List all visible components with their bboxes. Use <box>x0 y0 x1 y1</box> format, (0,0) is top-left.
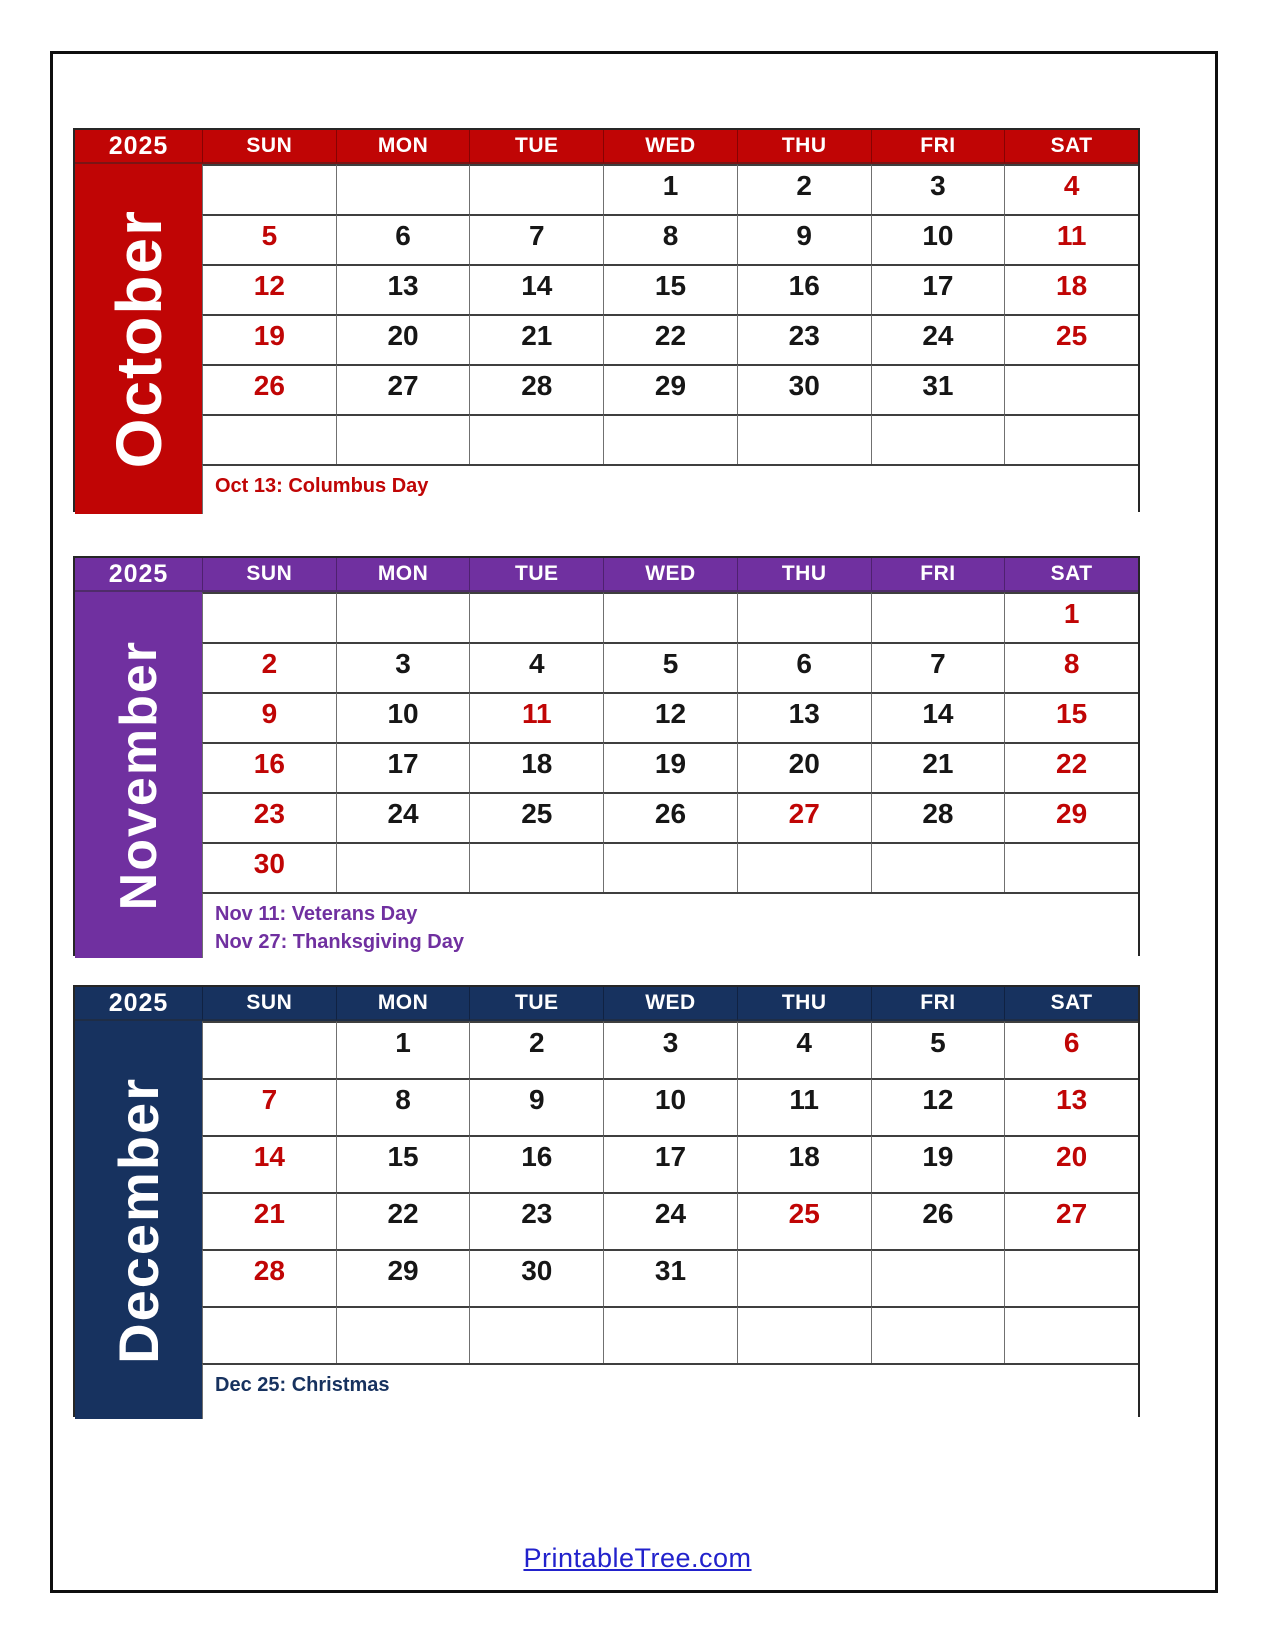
date-dec-25: 25 <box>737 1192 871 1249</box>
date-cell-empty <box>202 414 336 464</box>
holiday-notes <box>202 1363 1138 1419</box>
date-oct-29: 29 <box>603 364 737 414</box>
date-cell-empty <box>737 1249 871 1306</box>
date-oct-15: 15 <box>603 264 737 314</box>
date-nov-3: 3 <box>336 642 470 692</box>
day-header-thu: THU <box>737 558 871 592</box>
date-nov-18: 18 <box>469 742 603 792</box>
date-oct-7: 7 <box>469 214 603 264</box>
year-label: 2025 <box>75 558 202 592</box>
november-grid <box>73 556 1140 956</box>
date-nov-28: 28 <box>871 792 1005 842</box>
day-header-thu: THU <box>737 130 871 164</box>
date-dec-28: 28 <box>202 1249 336 1306</box>
date-cell-empty <box>469 592 603 642</box>
date-nov-25: 25 <box>469 792 603 842</box>
date-cell-empty <box>1004 1249 1138 1306</box>
date-oct-9: 9 <box>737 214 871 264</box>
date-cell-empty <box>737 842 871 892</box>
date-nov-26: 26 <box>603 792 737 842</box>
day-header-sun: SUN <box>202 987 336 1021</box>
date-cell-empty <box>603 592 737 642</box>
date-oct-26: 26 <box>202 364 336 414</box>
day-header-wed: WED <box>603 130 737 164</box>
date-cell-empty <box>871 1249 1005 1306</box>
holiday-note: Nov 27: Thanksgiving Day <box>215 931 464 953</box>
date-dec-24: 24 <box>603 1192 737 1249</box>
date-nov-24: 24 <box>336 792 470 842</box>
day-header-wed: WED <box>603 987 737 1021</box>
date-cell-empty <box>737 1306 871 1363</box>
date-oct-12: 12 <box>202 264 336 314</box>
date-dec-23: 23 <box>469 1192 603 1249</box>
calendar-november <box>73 556 1140 956</box>
date-nov-9: 9 <box>202 692 336 742</box>
date-cell-empty <box>202 592 336 642</box>
footer-link[interactable]: PrintableTree.com <box>523 1543 752 1573</box>
date-dec-3: 3 <box>603 1021 737 1078</box>
date-cell-empty <box>469 1306 603 1363</box>
holiday-notes <box>202 892 1138 958</box>
december-grid <box>73 985 1140 1417</box>
date-oct-30: 30 <box>737 364 871 414</box>
month-band <box>75 1021 202 1419</box>
day-header-sat: SAT <box>1004 130 1138 164</box>
date-dec-4: 4 <box>737 1021 871 1078</box>
day-header-mon: MON <box>336 558 470 592</box>
date-nov-6: 6 <box>737 642 871 692</box>
date-dec-8: 8 <box>336 1078 470 1135</box>
date-nov-17: 17 <box>336 742 470 792</box>
date-nov-7: 7 <box>871 642 1005 692</box>
date-dec-30: 30 <box>469 1249 603 1306</box>
date-cell-empty <box>202 1021 336 1078</box>
date-dec-12: 12 <box>871 1078 1005 1135</box>
month-band <box>75 164 202 514</box>
date-dec-31: 31 <box>603 1249 737 1306</box>
date-nov-27: 27 <box>737 792 871 842</box>
date-oct-18: 18 <box>1004 264 1138 314</box>
day-header-mon: MON <box>336 987 470 1021</box>
date-nov-20: 20 <box>737 742 871 792</box>
date-dec-6: 6 <box>1004 1021 1138 1078</box>
date-oct-11: 11 <box>1004 214 1138 264</box>
footer <box>0 1543 1275 1574</box>
date-dec-15: 15 <box>336 1135 470 1192</box>
date-cell-empty <box>469 842 603 892</box>
date-nov-4: 4 <box>469 642 603 692</box>
holiday-note: Oct 13: Columbus Day <box>215 475 429 497</box>
date-oct-4: 4 <box>1004 164 1138 214</box>
date-dec-29: 29 <box>336 1249 470 1306</box>
date-nov-16: 16 <box>202 742 336 792</box>
date-oct-14: 14 <box>469 264 603 314</box>
month-name: December <box>106 1076 170 1364</box>
month-name: November <box>109 639 168 911</box>
date-dec-13: 13 <box>1004 1078 1138 1135</box>
day-header-sat: SAT <box>1004 558 1138 592</box>
october-grid <box>73 128 1140 512</box>
date-oct-27: 27 <box>336 364 470 414</box>
day-header-wed: WED <box>603 558 737 592</box>
date-cell-empty <box>1004 842 1138 892</box>
date-oct-24: 24 <box>871 314 1005 364</box>
calendar-october <box>73 128 1140 512</box>
date-oct-23: 23 <box>737 314 871 364</box>
date-oct-25: 25 <box>1004 314 1138 364</box>
date-dec-21: 21 <box>202 1192 336 1249</box>
date-dec-2: 2 <box>469 1021 603 1078</box>
date-dec-26: 26 <box>871 1192 1005 1249</box>
date-dec-7: 7 <box>202 1078 336 1135</box>
date-nov-23: 23 <box>202 792 336 842</box>
date-cell-empty <box>737 414 871 464</box>
date-cell-empty <box>603 414 737 464</box>
date-cell-empty <box>871 592 1005 642</box>
date-cell-empty <box>871 1306 1005 1363</box>
date-dec-11: 11 <box>737 1078 871 1135</box>
date-cell-empty <box>1004 364 1138 414</box>
date-oct-28: 28 <box>469 364 603 414</box>
date-cell-empty <box>469 414 603 464</box>
holiday-note: Nov 11: Veterans Day <box>215 903 418 925</box>
date-cell-empty <box>336 1306 470 1363</box>
date-oct-21: 21 <box>469 314 603 364</box>
date-dec-14: 14 <box>202 1135 336 1192</box>
date-cell-empty <box>336 842 470 892</box>
date-dec-27: 27 <box>1004 1192 1138 1249</box>
date-oct-5: 5 <box>202 214 336 264</box>
date-nov-8: 8 <box>1004 642 1138 692</box>
date-dec-1: 1 <box>336 1021 470 1078</box>
day-header-fri: FRI <box>871 130 1005 164</box>
date-oct-17: 17 <box>871 264 1005 314</box>
date-dec-19: 19 <box>871 1135 1005 1192</box>
date-oct-31: 31 <box>871 364 1005 414</box>
day-header-tue: TUE <box>469 130 603 164</box>
date-dec-5: 5 <box>871 1021 1005 1078</box>
date-nov-11: 11 <box>469 692 603 742</box>
date-dec-16: 16 <box>469 1135 603 1192</box>
date-cell-empty <box>336 414 470 464</box>
date-cell-empty <box>469 164 603 214</box>
date-nov-13: 13 <box>737 692 871 742</box>
date-nov-2: 2 <box>202 642 336 692</box>
date-dec-18: 18 <box>737 1135 871 1192</box>
date-oct-10: 10 <box>871 214 1005 264</box>
date-oct-2: 2 <box>737 164 871 214</box>
day-header-sat: SAT <box>1004 987 1138 1021</box>
date-dec-9: 9 <box>469 1078 603 1135</box>
date-nov-15: 15 <box>1004 692 1138 742</box>
day-header-tue: TUE <box>469 987 603 1021</box>
date-cell-empty <box>336 164 470 214</box>
year-label: 2025 <box>75 987 202 1021</box>
date-cell-empty <box>1004 414 1138 464</box>
date-oct-8: 8 <box>603 214 737 264</box>
date-cell-empty <box>1004 1306 1138 1363</box>
date-oct-22: 22 <box>603 314 737 364</box>
date-oct-20: 20 <box>336 314 470 364</box>
date-dec-10: 10 <box>603 1078 737 1135</box>
day-header-fri: FRI <box>871 987 1005 1021</box>
date-nov-1: 1 <box>1004 592 1138 642</box>
date-oct-19: 19 <box>202 314 336 364</box>
date-nov-5: 5 <box>603 642 737 692</box>
date-oct-16: 16 <box>737 264 871 314</box>
date-cell-empty <box>871 842 1005 892</box>
date-cell-empty <box>202 164 336 214</box>
day-header-fri: FRI <box>871 558 1005 592</box>
date-oct-6: 6 <box>336 214 470 264</box>
year-label: 2025 <box>75 130 202 164</box>
date-nov-21: 21 <box>871 742 1005 792</box>
date-nov-30: 30 <box>202 842 336 892</box>
date-cell-empty <box>871 414 1005 464</box>
date-nov-19: 19 <box>603 742 737 792</box>
day-header-mon: MON <box>336 130 470 164</box>
date-cell-empty <box>737 592 871 642</box>
holiday-notes <box>202 464 1138 514</box>
date-oct-3: 3 <box>871 164 1005 214</box>
date-oct-13: 13 <box>336 264 470 314</box>
date-nov-14: 14 <box>871 692 1005 742</box>
day-header-tue: TUE <box>469 558 603 592</box>
day-header-sun: SUN <box>202 558 336 592</box>
month-name: October <box>102 209 175 469</box>
day-header-sun: SUN <box>202 130 336 164</box>
date-cell-empty <box>603 842 737 892</box>
date-dec-17: 17 <box>603 1135 737 1192</box>
date-nov-22: 22 <box>1004 742 1138 792</box>
date-cell-empty <box>202 1306 336 1363</box>
calendar-december <box>73 985 1140 1417</box>
date-dec-22: 22 <box>336 1192 470 1249</box>
date-cell-empty <box>336 592 470 642</box>
date-dec-20: 20 <box>1004 1135 1138 1192</box>
holiday-note: Dec 25: Christmas <box>215 1374 390 1396</box>
date-cell-empty <box>603 1306 737 1363</box>
day-header-thu: THU <box>737 987 871 1021</box>
month-band <box>75 592 202 958</box>
date-nov-10: 10 <box>336 692 470 742</box>
date-nov-29: 29 <box>1004 792 1138 842</box>
date-nov-12: 12 <box>603 692 737 742</box>
date-oct-1: 1 <box>603 164 737 214</box>
